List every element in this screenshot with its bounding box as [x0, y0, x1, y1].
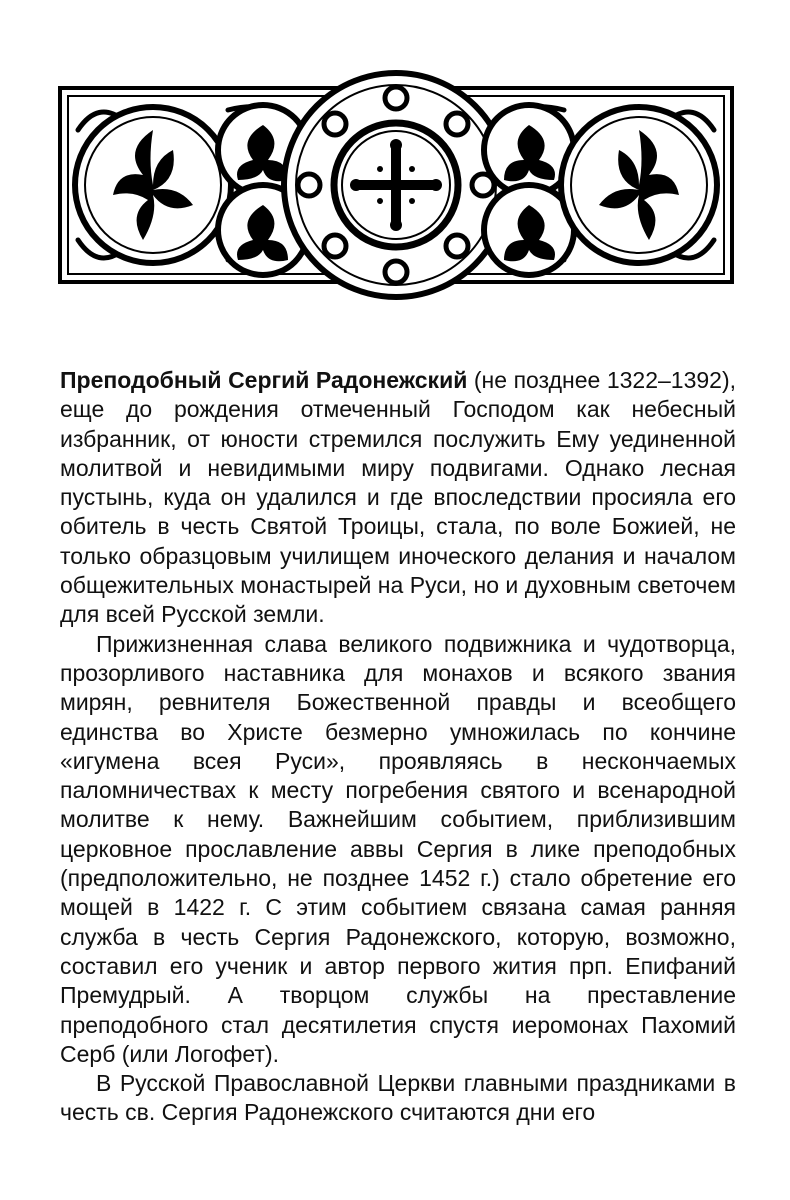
decorative-headpiece [58, 70, 734, 300]
paragraph-1-text: (не позднее 1322–1392), еще до рождения отмеченный Господом как небесный избранник, от юности стремился послужить Ему уединенной молитвой и невидимыми миру подвигами. Однако лесная пустынь, куда он удалился и где впоследствии просияла его обитель в честь Святой Троицы, стала, по воле Божией, не только образцовым училищем иноческого делания и началом общежительных монастырей на Руси, но и духовным светочем для всей Русской земли. [60, 367, 737, 628]
paragraph-1 [60, 366, 736, 630]
saint-name: Преподобный Сергий Радонежский [60, 367, 468, 393]
body-text [60, 366, 736, 1128]
paragraph-3: В Русской Православной Церкви главными праздниками в честь св. Сергия Радонежского считаются дни его [60, 1070, 736, 1126]
paragraph-2: Прижизненная слава великого подвижника и чудотворца, прозорливого наставника для монахов и всякого звания мирян, ревнителя Божественной правды и всеобщего единства во Христе безмерно умножилась по кончине «игумена всея Руси», проявляясь в нескончаемых паломничествах к месту погребения святого и всенародной молитве к нему. Важнейшим событием, приблизившим церковное прославление аввы Сергия в лике преподобных (предположительно, не позднее 1452 г.) стало обретение его мощей в 1422 г. С этим событием связана самая ранняя служба в честь Сергия Радонежского, которую, возможно, составил его ученик и автор первого жития прп. Епифаний Премудрый. А творцом службы на преставление преподобного стал десятилетия спустя иеромонах Пахомий Серб (или Логофет). [60, 630, 736, 1067]
